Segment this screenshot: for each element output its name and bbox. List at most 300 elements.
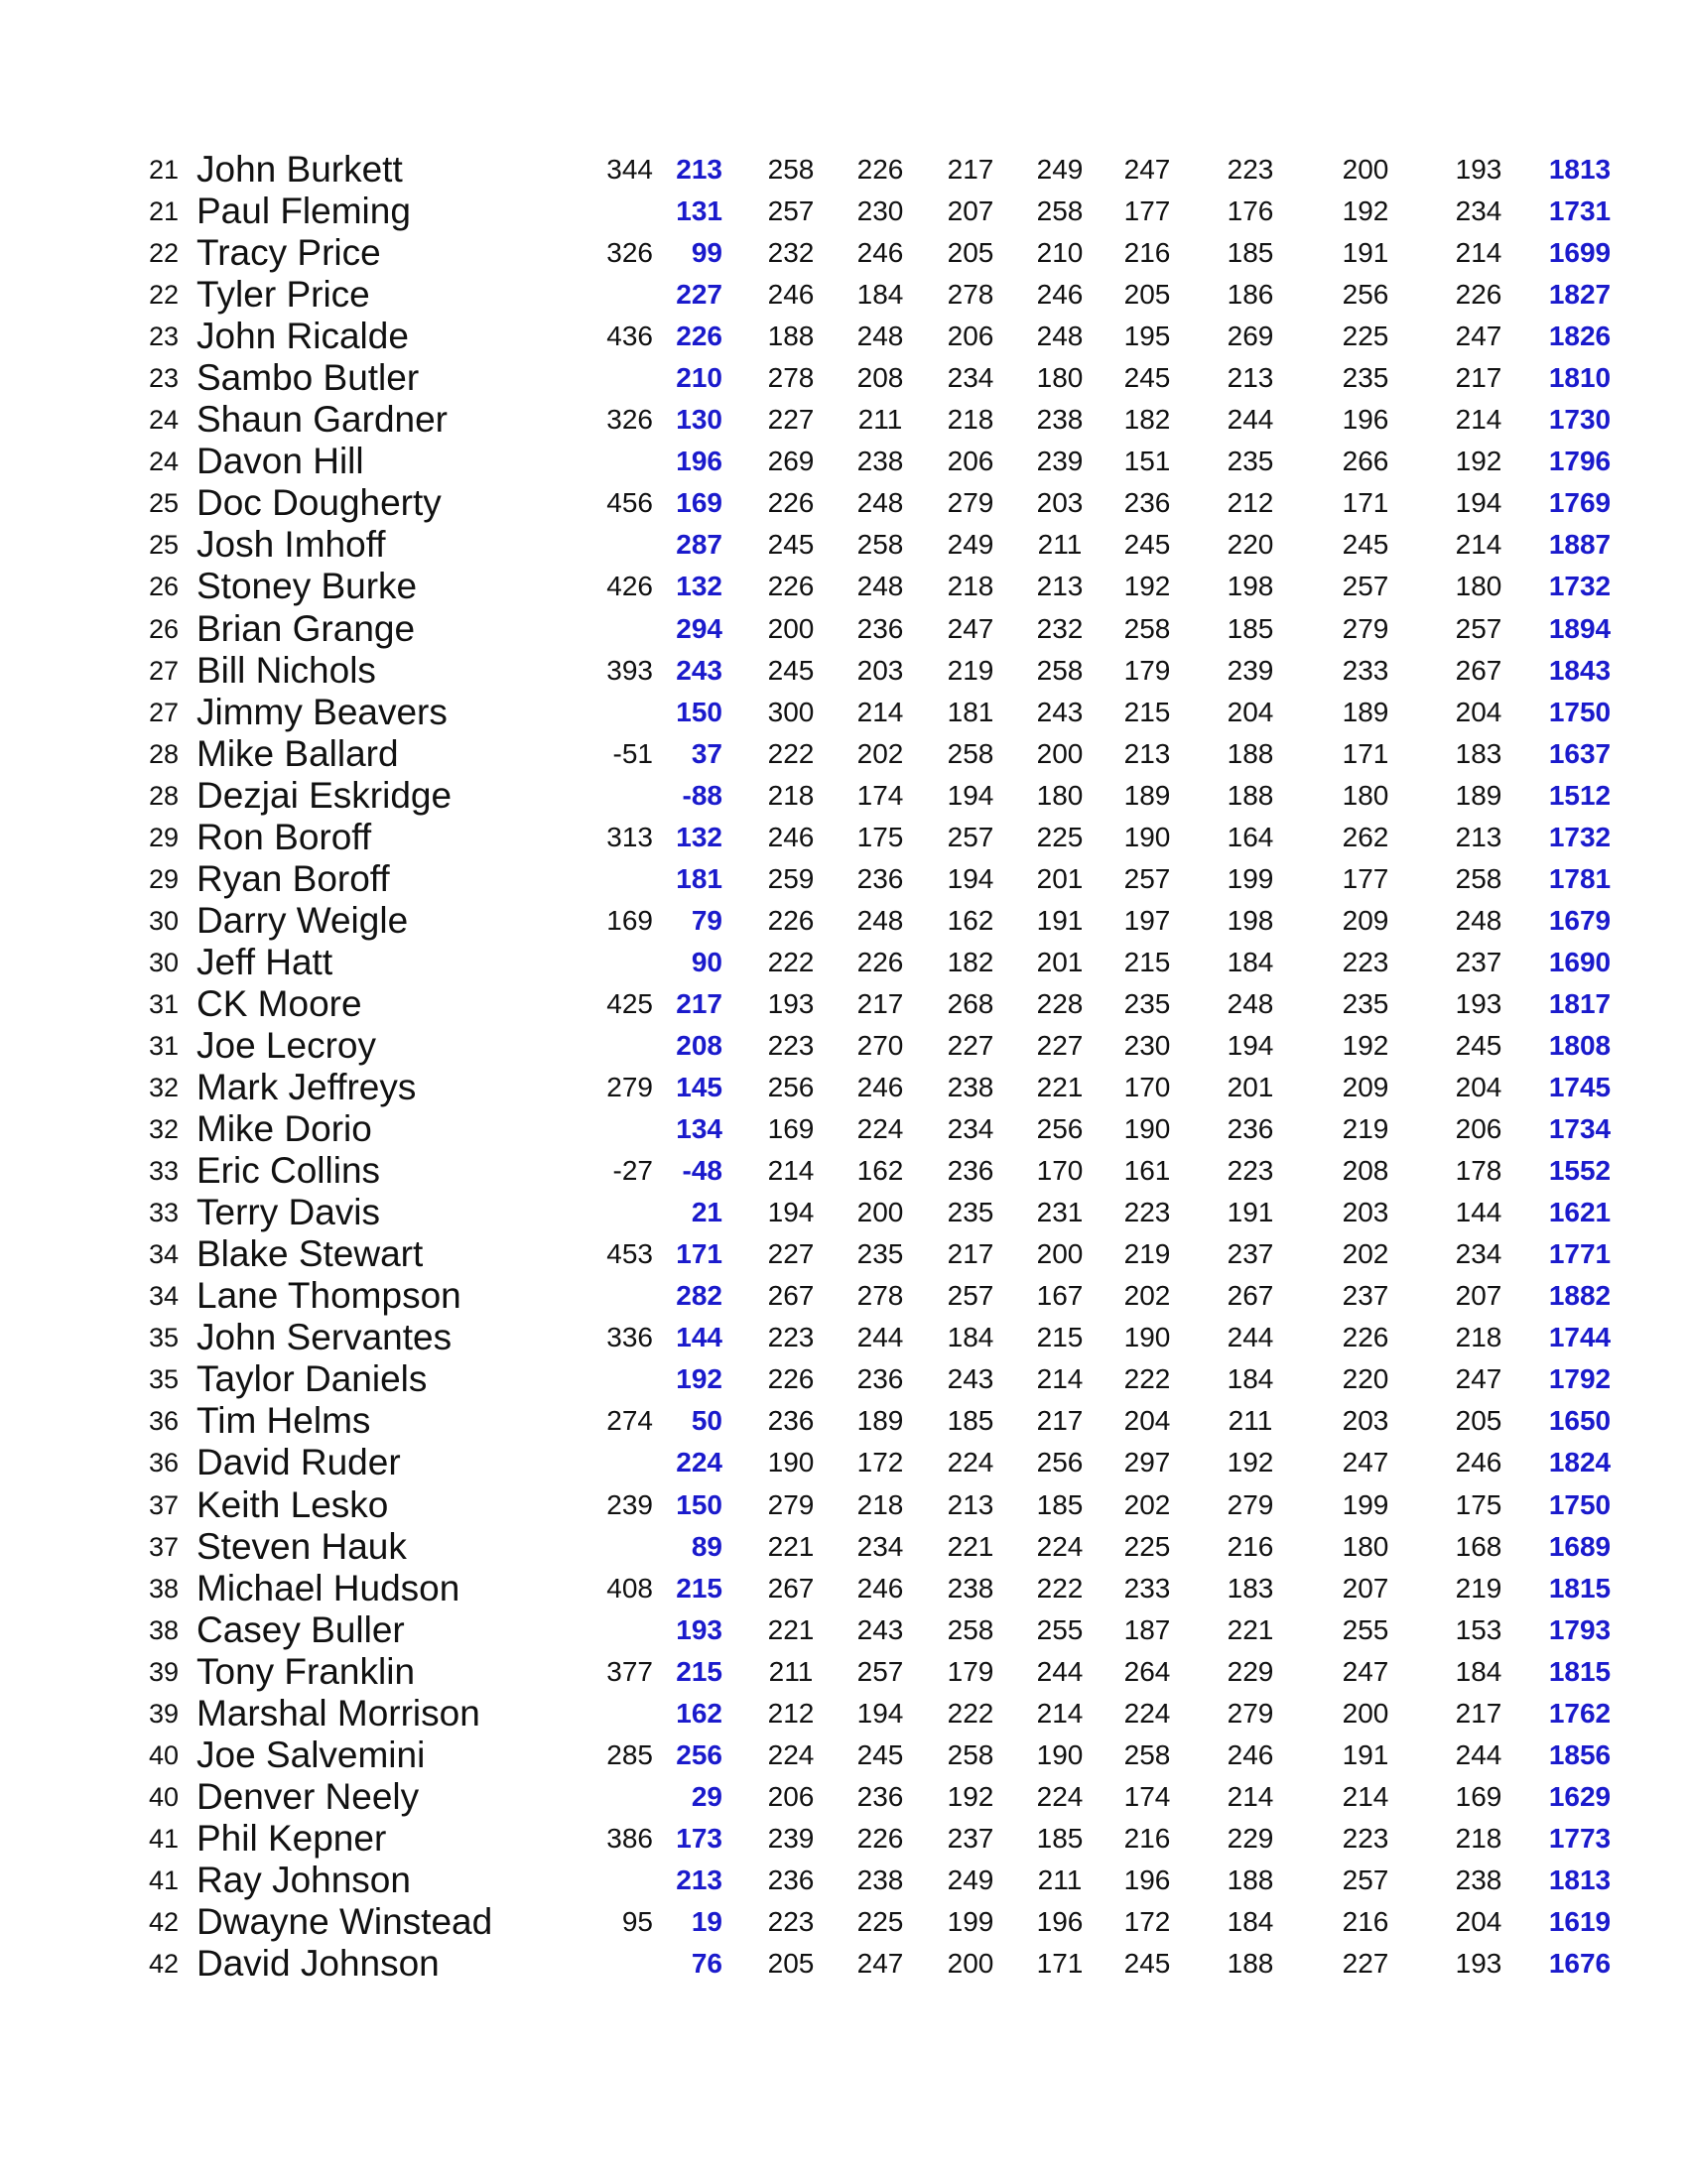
game-score-cell: 219 [947,654,994,686]
game-score-cell: 198 [1227,904,1274,936]
game-score-cell: 151 [1123,446,1171,477]
game-score-cell: 193 [1455,987,1502,1019]
game-score-cell: 214 [767,1155,815,1187]
rank-cell: 21 [149,155,180,185]
game-score-cell: 248 [856,321,904,352]
game-score-cell: 245 [1123,529,1171,561]
pair-total-cell: 274 [606,1405,653,1437]
game-score-cell: 190 [1036,1738,1084,1770]
game-score-cell: 199 [947,1905,994,1937]
game-score-cell: 258 [1036,195,1084,227]
game-score-cell: 204 [1227,696,1274,727]
game-score-cell: 200 [1036,737,1084,769]
handicap-cell: 193 [676,1613,722,1645]
game-score-cell: 246 [767,821,815,852]
game-score-cell: 184 [947,1322,994,1353]
total-score-cell: 1813 [1548,1863,1612,1895]
pair-total-cell: 169 [606,904,653,936]
game-score-cell: 174 [856,779,904,811]
bowler-name: Marshal Morrison [196,1692,480,1734]
table-row [0,1484,1688,1526]
game-score-cell: 238 [947,1072,994,1103]
game-score-cell: 195 [1123,321,1171,352]
bowler-name: Tim Helms [196,1400,371,1442]
rank-cell: 35 [149,1364,180,1395]
game-score-cell: 188 [1227,1948,1274,1980]
handicap-cell: 282 [676,1280,722,1312]
game-score-cell: 249 [947,529,994,561]
game-score-cell: 176 [1227,195,1274,227]
total-score-cell: 1699 [1548,237,1612,269]
handicap-cell: 217 [676,987,722,1019]
handicap-cell: 21 [691,1197,722,1228]
game-score-cell: 201 [1227,1072,1274,1103]
game-score-cell: 221 [1227,1613,1274,1645]
game-score-cell: 227 [1036,1029,1084,1061]
rank-cell: 27 [149,655,180,686]
game-score-cell: 267 [767,1280,815,1312]
game-score-cell: 258 [947,1613,994,1645]
game-score-cell: 264 [1123,1655,1171,1687]
game-score-cell: 209 [1342,904,1389,936]
bowler-name: Phil Kepner [196,1817,387,1859]
game-score-cell: 223 [1123,1197,1171,1228]
table-row [0,524,1688,566]
rank-cell: 30 [149,947,180,977]
game-score-cell: 279 [1227,1697,1274,1729]
game-score-cell: 218 [947,571,994,602]
game-score-cell: 237 [1455,946,1502,977]
game-score-cell: 235 [1342,362,1389,394]
table-row [0,399,1688,441]
handicap-cell: 226 [676,321,722,352]
game-score-cell: 212 [1227,487,1274,519]
game-score-cell: 262 [1342,821,1389,852]
game-score-cell: 225 [856,1905,904,1937]
game-score-cell: 267 [1455,654,1502,686]
game-score-cell: 249 [1036,154,1084,185]
game-score-cell: 168 [1455,1530,1502,1562]
game-score-cell: 218 [767,779,815,811]
bowler-name: Jeff Hatt [196,941,333,982]
pair-total-cell: 285 [606,1738,653,1770]
game-score-cell: 257 [1342,571,1389,602]
bowler-name: Lane Thompson [196,1275,461,1317]
game-score-cell: 193 [1455,1948,1502,1980]
rank-cell: 29 [149,822,180,852]
game-score-cell: 247 [856,1948,904,1980]
game-score-cell: 222 [947,1697,994,1729]
total-score-cell: 1781 [1548,862,1612,894]
game-score-cell: 219 [1342,1113,1389,1145]
game-score-cell: 224 [947,1447,994,1478]
game-score-cell: 258 [856,529,904,561]
total-score-cell: 1552 [1548,1155,1612,1187]
game-score-cell: 219 [1455,1572,1502,1604]
game-score-cell: 200 [1342,154,1389,185]
total-score-cell: 1815 [1548,1572,1612,1604]
bowler-name: David Johnson [196,1943,440,1985]
game-score-cell: 211 [1037,529,1083,561]
table-row [0,692,1688,733]
handicap-cell: 29 [691,1780,722,1812]
game-score-cell: 188 [1227,1863,1274,1895]
total-score-cell: 1730 [1548,404,1612,436]
game-score-cell: 171 [1036,1948,1084,1980]
game-score-cell: 226 [767,487,815,519]
bowler-name: Denver Neely [196,1775,420,1817]
game-score-cell: 247 [1123,154,1171,185]
game-score-cell: 224 [856,1113,904,1145]
rank-cell: 28 [149,780,180,811]
rank-cell: 34 [149,1239,180,1270]
game-score-cell: 256 [1036,1113,1084,1145]
game-score-cell: 205 [947,237,994,269]
bowler-name: Stoney Burke [196,566,418,607]
game-score-cell: 258 [1123,612,1171,644]
pair-total-cell: 377 [606,1655,653,1687]
table-row [0,1192,1688,1233]
rank-cell: 42 [149,1949,180,1980]
bowler-name: Ryan Boroff [196,857,390,899]
game-score-cell: 236 [947,1155,994,1187]
handicap-cell: 144 [676,1322,722,1353]
pair-total-cell: -51 [612,737,653,769]
game-score-cell: 225 [1123,1530,1171,1562]
rank-cell: 36 [149,1448,180,1478]
bowler-name: Shaun Gardner [196,399,449,441]
rank-cell: 25 [149,488,180,519]
game-score-cell: 218 [1455,1322,1502,1353]
bowler-name: Dwayne Winstead [196,1900,493,1942]
total-score-cell: 1815 [1548,1655,1612,1687]
pair-total-cell: 326 [606,237,653,269]
game-score-cell: 224 [767,1738,815,1770]
game-score-cell: 232 [767,237,815,269]
game-score-cell: 153 [1455,1613,1502,1645]
rank-cell: 42 [149,1906,180,1937]
game-score-cell: 243 [1036,696,1084,727]
handicap-cell: 210 [676,362,722,394]
table-row [0,1901,1688,1943]
game-score-cell: 226 [767,571,815,602]
game-score-cell: 243 [856,1613,904,1645]
game-score-cell: 279 [767,1488,815,1520]
pair-total-cell: 456 [606,487,653,519]
game-score-cell: 201 [1036,946,1084,977]
handicap-cell: 130 [676,404,722,436]
game-score-cell: 248 [1455,904,1502,936]
total-score-cell: 1882 [1548,1280,1612,1312]
game-score-cell: 204 [1455,1905,1502,1937]
pair-total-cell: 95 [621,1905,653,1937]
bowler-name: Jimmy Beavers [196,691,448,732]
game-score-cell: 200 [856,1197,904,1228]
game-score-cell: 215 [1123,946,1171,977]
total-score-cell: 1813 [1548,154,1612,185]
game-score-cell: 248 [1036,321,1084,352]
table-row [0,983,1688,1025]
rank-cell: 25 [149,530,180,561]
game-score-cell: 246 [1036,279,1084,311]
game-score-cell: 229 [1227,1822,1274,1854]
game-score-cell: 186 [1227,279,1274,311]
game-score-cell: 200 [947,1948,994,1980]
total-score-cell: 1773 [1548,1822,1612,1854]
game-score-cell: 213 [1227,362,1274,394]
game-score-cell: 245 [1123,362,1171,394]
game-score-cell: 248 [856,487,904,519]
game-score-cell: 211 [1037,1863,1083,1895]
table-row [0,650,1688,692]
total-score-cell: 1887 [1548,529,1612,561]
game-score-cell: 206 [947,321,994,352]
game-score-cell: 174 [1123,1780,1171,1812]
game-score-cell: 257 [1123,862,1171,894]
game-score-cell: 234 [856,1530,904,1562]
game-score-cell: 222 [767,946,815,977]
pair-total-cell: 393 [606,654,653,686]
game-score-cell: 192 [1123,571,1171,602]
pair-total-cell: 436 [606,321,653,352]
game-score-cell: 223 [1342,946,1389,977]
game-score-cell: 213 [1036,571,1084,602]
game-score-cell: 182 [1123,404,1171,436]
game-score-cell: 226 [1455,279,1502,311]
handicap-cell: 19 [691,1905,722,1937]
bowler-name: Bill Nichols [196,649,376,691]
bowler-name: Ray Johnson [196,1859,411,1900]
game-score-cell: 218 [1455,1822,1502,1854]
game-score-cell: 191 [1036,904,1084,936]
game-score-cell: 162 [947,904,994,936]
game-score-cell: 207 [1342,1572,1389,1604]
handicap-cell: 208 [676,1029,722,1061]
table-row [0,191,1688,232]
game-score-cell: 234 [947,1113,994,1145]
game-score-cell: 205 [767,1948,815,1980]
game-score-cell: 300 [767,696,815,727]
game-score-cell: 232 [1036,612,1084,644]
table-row [0,482,1688,524]
handicap-cell: 79 [691,904,722,936]
handicap-cell: -88 [682,779,722,811]
bowler-name: David Ruder [196,1442,401,1483]
game-score-cell: 183 [1455,737,1502,769]
rank-cell: 33 [149,1198,180,1228]
game-score-cell: 219 [1123,1238,1171,1270]
game-score-cell: 227 [1342,1948,1389,1980]
game-score-cell: 245 [767,529,815,561]
game-score-cell: 243 [947,1363,994,1395]
handicap-cell: 145 [676,1072,722,1103]
handicap-cell: 132 [676,821,722,852]
game-score-cell: 224 [1036,1530,1084,1562]
game-score-cell: 230 [1123,1029,1171,1061]
game-score-cell: 200 [1342,1697,1389,1729]
game-score-cell: 221 [947,1530,994,1562]
game-score-cell: 247 [1455,321,1502,352]
game-score-cell: 199 [1227,862,1274,894]
game-score-cell: 171 [1342,737,1389,769]
game-score-cell: 238 [856,446,904,477]
game-score-cell: 216 [1123,237,1171,269]
game-score-cell: 222 [1036,1572,1084,1604]
game-score-cell: 214 [1455,529,1502,561]
table-row [0,441,1688,482]
game-score-cell: 177 [1123,195,1171,227]
game-score-cell: 234 [1455,195,1502,227]
game-score-cell: 222 [1123,1363,1171,1395]
game-score-cell: 226 [856,946,904,977]
game-score-cell: 203 [1036,487,1084,519]
handicap-cell: 134 [676,1113,722,1145]
game-score-cell: 175 [1455,1488,1502,1520]
game-score-cell: 223 [1342,1822,1389,1854]
rank-cell: 37 [149,1489,180,1520]
game-score-cell: 214 [1227,1780,1274,1812]
game-score-cell: 171 [1342,487,1389,519]
bowler-name: Tony Franklin [196,1650,416,1692]
table-row [0,149,1688,191]
game-score-cell: 224 [1123,1697,1171,1729]
game-score-cell: 189 [1342,696,1389,727]
game-score-cell: 207 [947,195,994,227]
game-score-cell: 179 [1123,654,1171,686]
game-score-cell: 258 [947,737,994,769]
handicap-cell: 89 [691,1530,722,1562]
pair-total-cell: 425 [606,987,653,1019]
rank-cell: 29 [149,863,180,894]
game-score-cell: 209 [1342,1072,1389,1103]
game-score-cell: 205 [1455,1405,1502,1437]
game-score-cell: 267 [767,1572,815,1604]
game-score-cell: 185 [1227,237,1274,269]
game-score-cell: 180 [1036,362,1084,394]
rank-cell: 24 [149,447,180,477]
game-score-cell: 257 [767,195,815,227]
game-score-cell: 229 [1227,1655,1274,1687]
handicap-cell: 132 [676,571,722,602]
game-score-cell: 162 [856,1155,904,1187]
bowler-name: Tracy Price [196,232,381,274]
game-score-cell: 233 [1342,654,1389,686]
game-score-cell: 223 [1227,1155,1274,1187]
table-row [0,1275,1688,1317]
game-score-cell: 215 [1123,696,1171,727]
game-score-cell: 255 [1036,1613,1084,1645]
game-score-cell: 212 [767,1697,815,1729]
game-score-cell: 238 [1036,404,1084,436]
game-score-cell: 164 [1227,821,1274,852]
game-score-cell: 211 [768,1655,814,1687]
rank-cell: 31 [149,988,180,1019]
bowler-name: Mark Jeffreys [196,1067,417,1108]
table-row [0,817,1688,858]
table-row [0,1442,1688,1483]
total-score-cell: 1512 [1548,779,1612,811]
bowler-name: Casey Buller [196,1608,405,1650]
bowler-name: Dezjai Eskridge [196,774,453,816]
game-score-cell: 191 [1342,237,1389,269]
handicap-cell: 213 [676,1863,722,1895]
game-score-cell: 235 [947,1197,994,1228]
game-score-cell: 188 [767,321,815,352]
handicap-cell: 162 [676,1697,722,1729]
pair-total-cell: 336 [606,1322,653,1353]
game-score-cell: 206 [947,446,994,477]
total-score-cell: 1732 [1548,821,1612,852]
handicap-cell: 76 [691,1948,722,1980]
game-score-cell: 194 [947,862,994,894]
game-score-cell: 269 [1227,321,1274,352]
rank-cell: 37 [149,1531,180,1562]
game-score-cell: 216 [1123,1822,1171,1854]
rank-cell: 22 [149,238,180,269]
bowler-name: Eric Collins [196,1150,381,1192]
bowler-name: Doc Dougherty [196,482,442,524]
rank-cell: 36 [149,1406,180,1437]
game-score-cell: 217 [947,1238,994,1270]
total-score-cell: 1637 [1548,737,1612,769]
game-score-cell: 175 [856,821,904,852]
game-score-cell: 245 [1123,1948,1171,1980]
game-score-cell: 247 [1342,1655,1389,1687]
game-score-cell: 189 [856,1405,904,1437]
game-score-cell: 223 [767,1905,815,1937]
game-score-cell: 207 [1455,1280,1502,1312]
total-score-cell: 1817 [1548,987,1612,1019]
rank-cell: 23 [149,363,180,394]
table-row [0,1651,1688,1693]
game-score-cell: 244 [1036,1655,1084,1687]
bowler-name: Terry Davis [196,1192,381,1233]
game-score-cell: 231 [1036,1197,1084,1228]
handicap-cell: 227 [676,279,722,311]
rank-cell: 21 [149,196,180,227]
game-score-cell: 214 [1342,1780,1389,1812]
total-score-cell: 1824 [1548,1447,1612,1478]
total-score-cell: 1750 [1548,696,1612,727]
table-row [0,1067,1688,1108]
game-score-cell: 218 [947,404,994,436]
game-score-cell: 257 [1455,612,1502,644]
handicap-cell: 256 [676,1738,722,1770]
game-score-cell: 227 [947,1029,994,1061]
total-score-cell: 1745 [1548,1072,1612,1103]
bowler-name: John Ricalde [196,316,409,357]
total-score-cell: 1792 [1548,1363,1612,1395]
bowler-name: Steven Hauk [196,1525,407,1567]
rank-cell: 33 [149,1156,180,1187]
table-row [0,1150,1688,1192]
game-score-cell: 244 [856,1322,904,1353]
game-score-cell: 246 [856,1572,904,1604]
handicap-cell: 50 [691,1405,722,1437]
game-score-cell: 194 [856,1697,904,1729]
game-score-cell: 194 [767,1197,815,1228]
total-score-cell: 1731 [1548,195,1612,227]
game-score-cell: 183 [1227,1572,1274,1604]
game-score-cell: 239 [1227,654,1274,686]
game-score-cell: 256 [1342,279,1389,311]
game-score-cell: 217 [947,154,994,185]
game-score-cell: 192 [1342,195,1389,227]
game-score-cell: 268 [947,987,994,1019]
game-score-cell: 258 [1455,862,1502,894]
total-score-cell: 1808 [1548,1029,1612,1061]
game-score-cell: 169 [767,1113,815,1145]
